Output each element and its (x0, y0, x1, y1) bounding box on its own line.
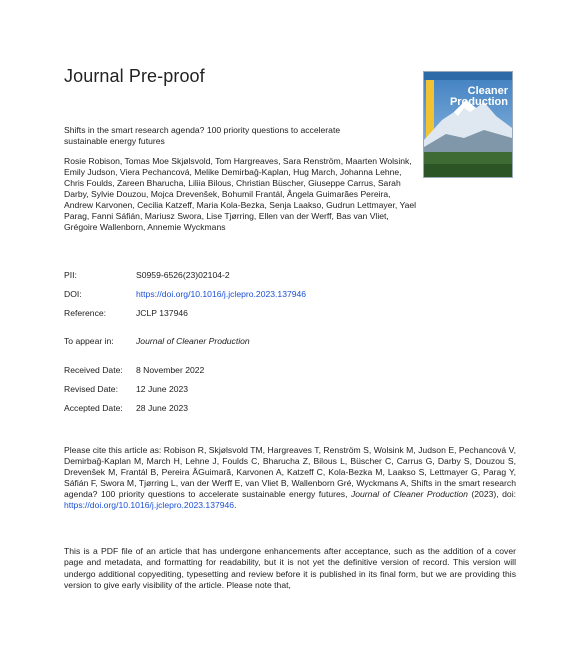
pre-proof-notice: This is a PDF file of an article that has undergone enhancements after acceptance, such as the addition of a cover page and metadata, and formatting for readability, but it is not yet the definitive version of record. This version will undergo additional copyediting, typesetting and review before it is published in its final form, but we are providing this version to give early visibility of the article. Please note that, (64, 546, 516, 590)
doi-label: DOI: (64, 289, 82, 299)
journal-pre-proof-heading: Journal Pre-proof (64, 66, 205, 86)
reference-value: JCLP 137946 (136, 308, 188, 318)
pii-value: S0959-6526(23)02104-2 (136, 270, 230, 280)
accepted-label: Accepted Date: (64, 403, 123, 413)
accepted-value: 28 June 2023 (136, 403, 189, 413)
citation-text: Please cite this article as: Robison R, Skjølsvold TM, Hargreaves T, Renström S, Wolsink M, Judson E, Pechancová V, Demirbağ-Kaplan M, March H, Lehne J, Foulds C, Bharucha Z, Bilous L, Büscher C, Carrus G, Darby S, Douzou S, Drevenšek M, Frantál B, Pereira ÂGuimarã, Karvonen A, Katzeff C, Kola-Bezka M, Laakso S, Lettmayer G, Parag Y, Sáfián F, Swora M, Tjørring L, van der Werff E, van Vliet B, Wallenborn Gré, Wyckmans A, Shifts in the smart research agenda? 100 priority questions to accelerate sustainable energy futures, (64, 445, 516, 499)
revised-label: Revised Date: (64, 384, 118, 394)
revised-value: 12 June 2023 (136, 384, 189, 394)
to-appear-journal: Journal of Cleaner Production (136, 336, 250, 346)
pii-label: PII: (64, 270, 77, 280)
citation-end: . (234, 500, 237, 510)
citation-doi-link[interactable]: https://doi.org/10.1016/j.jclepro.2023.137946 (64, 500, 235, 510)
received-label: Received Date: (64, 365, 123, 375)
journal-cover-image (423, 71, 513, 178)
reference-label: Reference: (64, 308, 107, 318)
citation-journal: Journal of Cleaner Production (350, 489, 468, 499)
cover-journal-title-line1: Cleaner (467, 85, 508, 97)
cover-journal-title-line2: Production (449, 96, 508, 108)
received-value: 8 November 2022 (136, 365, 205, 375)
article-title: Shifts in the smart research agenda? 100 priority questions to accelerate sustainable energy futures (64, 125, 341, 146)
citation-paragraph (64, 445, 516, 511)
doi-link[interactable]: https://doi.org/10.1016/j.jclepro.2023.137946 (136, 289, 307, 299)
citation-doi-prefix: (2023), doi: (467, 489, 516, 499)
author-list: Rosie Robison, Tomas Moe Skjølsvold, Tom Hargreaves, Sara Renström, Maarten Wolsink, Emily Judson, Viera Pechancová, Melike Demirbağ-Kaplan, Hug March, Johanna Lehne, Chris Foulds, Zareen Bharucha, Liliia Bilous, Christian Büscher, Giuseppe Carrus, Sarah Darby, Sylvie Douzou, Mojca Drevenšek, Bohumil Frantál, Ângela Guimarães Pereira, Andrew Karvonen, Cecilia Katzeff, Maria Kola-Bezka, Senja Laakso, Gudrun Lettmayer, Yael Parag, Fanni Sáfián, Mariusz Swora, Lise Tjørring, Ellen van der Werff, Bas van Vliet, Grégoire Wallenborn, Annemie Wyckmans (64, 156, 417, 232)
to-appear-label: To appear in: (64, 336, 114, 346)
